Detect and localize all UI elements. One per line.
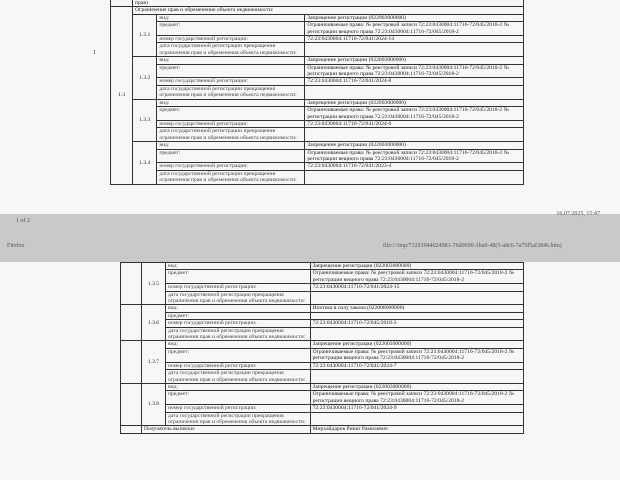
value-reg-date — [310, 412, 523, 426]
value-reg-date — [310, 291, 523, 305]
value-reg-no: 72:23:0430004:11716-72/041/2024-8 — [305, 78, 524, 85]
value-vid: Запрещение регистрации (022003000000) — [305, 57, 524, 64]
value-reg-date — [310, 370, 523, 384]
label-reg-date: дата государственной регистрации прекращения ограничения прав и обременения объекта недвижимости: — [157, 170, 305, 184]
label-vid: вид: — [157, 142, 305, 149]
item-row — [121, 341, 524, 348]
value-reg-no: 72:23:0430004:11716-72/041/2024-9 — [310, 405, 523, 412]
item-number: 1.3.8 — [142, 383, 166, 425]
label-vid: вид: — [157, 99, 305, 106]
value-reg-no: 72:23:0430004:11716-72/041/2024-7 — [310, 362, 523, 369]
label-predmet: предмет: — [166, 270, 311, 284]
section-number: 1.3 — [111, 7, 133, 184]
label-predmet: предмет: — [157, 22, 305, 36]
encumbrance-table-page-2 — [120, 262, 524, 434]
item-row — [121, 383, 524, 390]
item-row — [111, 57, 524, 64]
section-spacer — [121, 383, 142, 425]
value-predmet: Ограничиваемые права: № реестровой записи 72:23:0430004:11716-72/045/2018-2 № регистрации вещного права 72:23:0430004:11716-72/045/2018-2 — [305, 22, 524, 36]
section-header-row — [111, 7, 524, 14]
item-number: 1.3.7 — [142, 341, 166, 383]
item-row — [111, 163, 524, 170]
browser-name: Firefox — [7, 243, 25, 249]
value-predmet: Ограничиваемые права: № реестровой записи 72:23:0430004:11716-72/045/2018-2 № регистрации вещного права 72:23:0430004:11716-72/045/2018-2 — [310, 270, 523, 284]
value-reg-no: 72:23:0430004:11716-72/041/2024-15 — [310, 284, 523, 291]
value-reg-date — [305, 85, 524, 99]
label-reg-no: номер государственной регистрации: — [157, 78, 305, 85]
label-reg-no: номер государственной регистрации: — [157, 120, 305, 127]
label-vid: вид: — [157, 14, 305, 21]
label-reg-date: дата государственной регистрации прекращения ограничения прав и обременения объекта недвижимости: — [157, 128, 305, 142]
recipient-label: Получатель выписки: — [142, 426, 311, 433]
item-row — [121, 291, 524, 305]
item-row — [111, 170, 524, 184]
label-predmet: предмет: — [157, 107, 305, 121]
value-vid: Запрещение регистрации (022003000000) — [310, 341, 523, 348]
value-vid: Запрещение регистрации (022003000000) — [310, 383, 523, 390]
recipient-spacer — [121, 426, 142, 433]
value-reg-date — [310, 327, 523, 341]
item-row — [121, 312, 524, 319]
item-row — [111, 99, 524, 106]
item-number: 1.3.2 — [133, 57, 157, 99]
label-reg-no: номер государственной регистрации: — [166, 362, 311, 369]
value-reg-no: 72:23:0430004:11716-72/045/2018-3 — [310, 320, 523, 327]
recipient-value: Мирхайдаров Ринат Рамилевич — [310, 426, 523, 433]
label-reg-no: номер государственной регистрации: — [166, 320, 311, 327]
item-row — [111, 149, 524, 163]
value-reg-no: 72:23:0430004:11716-72/041/2024-14 — [305, 36, 524, 43]
item-row — [111, 107, 524, 121]
label-predmet: предмет: — [166, 391, 311, 405]
value-vid: Ипотека в силу закона (022008000000) — [310, 305, 523, 312]
value-reg-no: 72:23:0430004:11716-72/041/2024-6 — [305, 120, 524, 127]
value-vid: Запрещение регистрации (022003000000) — [305, 99, 524, 106]
document-page-2 — [0, 262, 620, 480]
label-reg-date: дата государственной регистрации прекращения ограничения прав и обременения объекта недвижимости: — [166, 370, 311, 384]
print-gap — [0, 214, 620, 262]
value-predmet — [310, 312, 523, 319]
item-row — [111, 128, 524, 142]
document-page-1 — [0, 0, 620, 214]
label-reg-no: номер государственной регистрации: — [157, 36, 305, 43]
encumbrance-table-page-1 — [110, 0, 524, 185]
item-number: 1.3.4 — [133, 142, 157, 184]
label-reg-date: дата государственной регистрации прекращения ограничения прав и обременения объекта недвижимости: — [166, 412, 311, 426]
label-vid: вид: — [166, 305, 311, 312]
item-row — [121, 348, 524, 362]
label-reg-date: дата государственной регистрации прекращения ограничения прав и обременения объекта недвижимости: — [166, 291, 311, 305]
label-reg-date: дата государственной регистрации прекращения ограничения прав и обременения объекта недвижимости: — [166, 327, 311, 341]
item-row — [111, 64, 524, 78]
item-row — [111, 78, 524, 85]
label-vid: вид: — [166, 383, 311, 390]
value-predmet: Ограничиваемые права: № реестровой записи 72:23:0430004:11716-72/045/2018-2 № регистрации вещного права 72:23:0430004:11716-72/045/2018-2 — [310, 348, 523, 362]
value-reg-date — [305, 170, 524, 184]
item-row — [121, 405, 524, 412]
item-row — [111, 43, 524, 57]
value-vid: Запрещение регистрации (022003000000) — [305, 14, 524, 21]
label-predmet: предмет: — [166, 348, 311, 362]
item-number: 1.3.1 — [133, 14, 157, 56]
print-datetime: 16.07.2025, 15:47 — [556, 211, 600, 217]
item-number: 1.3.6 — [142, 305, 166, 341]
label-reg-no: номер государственной регистрации: — [157, 163, 305, 170]
label-predmet: предмет: — [157, 64, 305, 78]
value-vid: Запрещение регистрации (022003000000) — [305, 142, 524, 149]
label-reg-date: дата государственной регистрации прекращения ограничения прав и обременения объекта недвижимости: — [157, 43, 305, 57]
item-row — [111, 36, 524, 43]
page-counter: 1 of 2 — [16, 218, 30, 224]
value-reg-date — [305, 43, 524, 57]
item-row — [111, 120, 524, 127]
value-reg-no: 72:23:0430004:11716-72/041/2023-4 — [305, 163, 524, 170]
section-spacer — [121, 305, 142, 341]
value-predmet: Ограничиваемые права: № реестровой записи 72:23:0430004:11716-72/045/2018-2 № регистрации вещного права 72:23:0430004:11716-72/045/2018-2 — [305, 107, 524, 121]
label-vid: вид: — [166, 341, 311, 348]
value-vid: Запрещение регистрации (022003000000) — [310, 263, 523, 270]
label-reg-no: номер государственной регистрации: — [166, 284, 311, 291]
label-vid: вид: — [166, 263, 311, 270]
item-row — [121, 362, 524, 369]
item-row — [121, 412, 524, 426]
item-number: 1.3.5 — [142, 263, 166, 305]
value-reg-date — [305, 128, 524, 142]
recipient-row — [121, 426, 524, 433]
file-url: file:///tmp/71291944024981-76d0690-1ba0-48(5-a8c6-7a75f5af3846.htm) — [383, 243, 562, 249]
section-header: Ограничение прав и обременение объекта недвижимости: — [133, 7, 524, 14]
item-row — [111, 14, 524, 21]
outer-index: 1 — [93, 50, 96, 56]
item-row — [121, 263, 524, 270]
section-spacer — [121, 341, 142, 383]
label-reg-date: дата государственной регистрации прекращения ограничения прав и обременения объекта недвижимости: — [157, 85, 305, 99]
label-predmet: предмет: — [157, 149, 305, 163]
label-vid: вид: — [157, 57, 305, 64]
value-predmet: Ограничиваемые права: № реестровой записи 72:23:0430004:11716-72/045/2018-2 № регистрации вещного права 72:23:0430004:11716-72/045/2018-2 — [305, 64, 524, 78]
top-row-text: прав) — [133, 0, 524, 7]
label-predmet: предмет: — [166, 312, 311, 319]
label-reg-no: номер государственной регистрации: — [166, 405, 311, 412]
item-number: 1.3.3 — [133, 99, 157, 141]
value-predmet: Ограничиваемые права: № реестровой записи 72:23:0430004:11716-72/045/2018-2 № регистрации вещного права 72:23:0430004:11716-72/045/2018-2 — [305, 149, 524, 163]
item-row — [121, 284, 524, 291]
item-row — [121, 305, 524, 312]
item-row — [121, 270, 524, 284]
value-predmet: Ограничиваемые права: № реестровой записи 72:23:0430004:11716-72/045/2018-2 № регистрации вещного права 72:23:0430004:11716-72/045/2018-2 — [310, 391, 523, 405]
section-spacer — [121, 263, 142, 305]
item-row — [121, 327, 524, 341]
item-row — [111, 85, 524, 99]
item-row — [121, 391, 524, 405]
item-row — [111, 22, 524, 36]
item-row — [121, 320, 524, 327]
item-row — [111, 142, 524, 149]
item-row — [121, 370, 524, 384]
